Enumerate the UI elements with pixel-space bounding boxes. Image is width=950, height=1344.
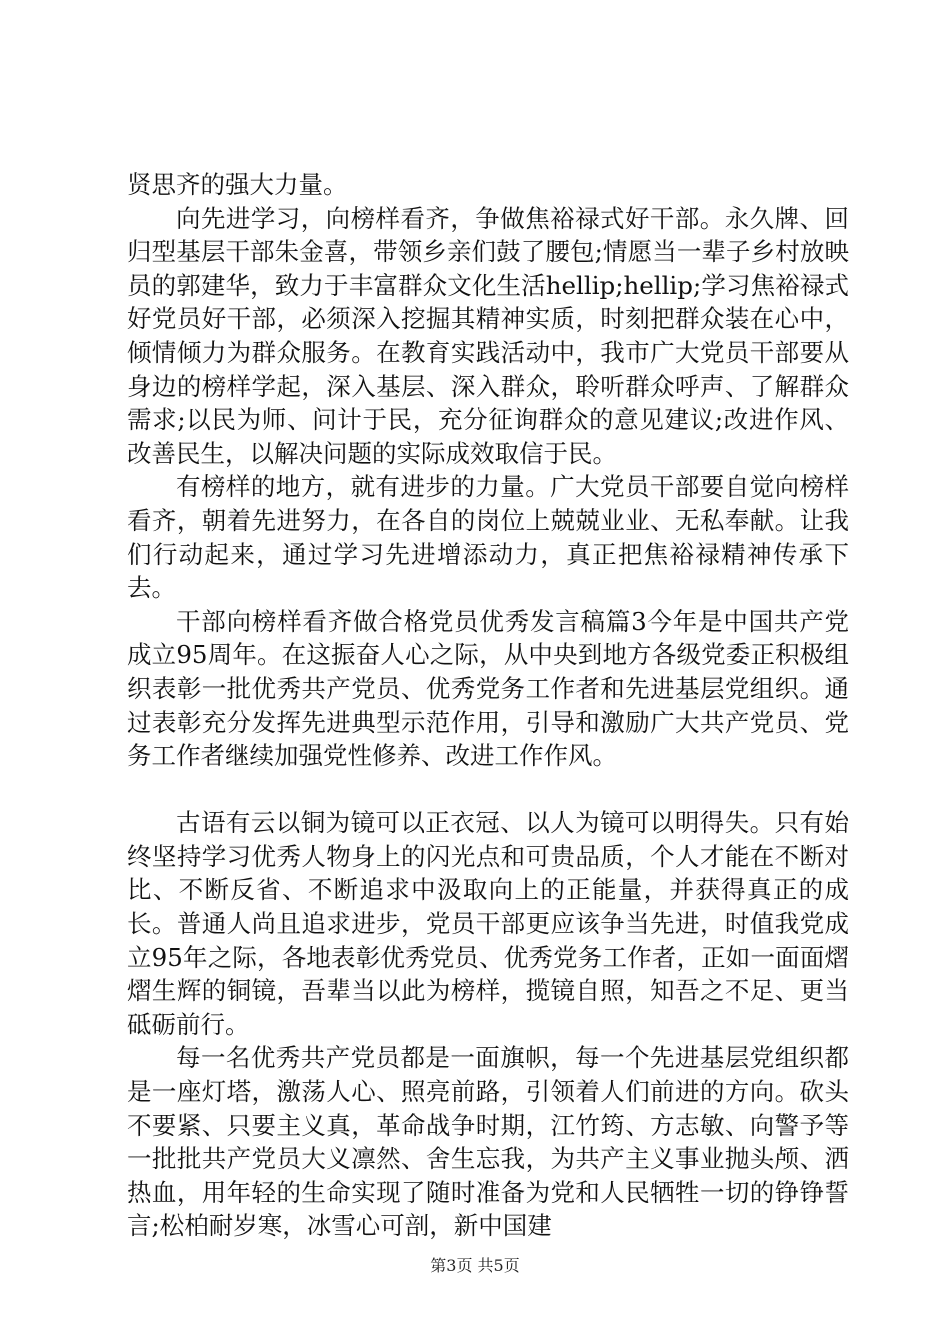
- paragraph-continuation: 贤思齐的强大力量。: [127, 170, 348, 199]
- paragraph: 古语有云以铜为镜可以正衣冠、以人为镜可以明得失。只有始终坚持学习优秀人物身上的闪光点和可贵品质，个人才能在不断对比、不断反省、不断追求中汲取向上的正能量，并获得真正的成长。普通人尚且追求进步，党员干部更应该争当先进，时值我党成立95年之际，各地表彰优秀党员、优秀党务工作者，正如一面面熠熠生辉的铜镜，吾辈当以此为榜样，揽镜自照，知吾之不足、更当砥砺前行。: [127, 808, 849, 1039]
- paragraph: 向先进学习，向榜样看齐，争做焦裕禄式好干部。永久牌、回归型基层干部朱金喜，带领乡亲们鼓了腰包;情愿当一辈子乡村放映员的郭建华，致力于丰富群众文化生活hellip;hellip;学习焦裕禄式好党员好干部，必须深入挖掘其精神实质，时刻把群众装在心中，倾情倾力为群众服务。在教育实践活动中，我市广大党员干部要从身边的榜样学起，深入基层、深入群众，聆听群众呼声、了解群众需求;以民为师、问计于民，充分征询群众的意见建议;改进作风、改善民生，以解决问题的实际成效取信于民。: [127, 203, 849, 468]
- paragraph: 每一名优秀共产党员都是一面旗帜，每一个先进基层党组织都是一座灯塔，激荡人心、照亮前路，引领着人们前进的方向。砍头不要紧、只要主义真，革命战争时期，江竹筠、方志敏、向警予等一批批共产党员大义凛然、舍生忘我，为共产主义事业抛头颅、洒热血，用年轻的生命实现了随时准备为党和人民牺牲一切的铮铮誓言;松柏耐岁寒，冰雪心可剖，新中国建: [127, 1043, 849, 1241]
- document-body: [127, 168, 849, 1243]
- paragraph: 干部向榜样看齐做合格党员优秀发言稿篇3今年是中国共产党成立95周年。在这振奋人心之际，从中央到地方各级党委正积极组织表彰一批优秀共产党员、优秀党务工作者和先进基层党组织。通过表彰充分发挥先进典型示范作用，引导和激励广大共产党员、党务工作者继续加强党性修养、改进工作作风。: [127, 606, 849, 771]
- paragraph: 有榜样的地方，就有进步的力量。广大党员干部要自觉向榜样看齐，朝着先进努力，在各自的岗位上兢兢业业、无私奉献。让我们行动起来，通过学习先进增添动力，真正把焦裕禄精神传承下去。: [127, 472, 849, 603]
- page-number: 第3页 共5页: [430, 1256, 520, 1275]
